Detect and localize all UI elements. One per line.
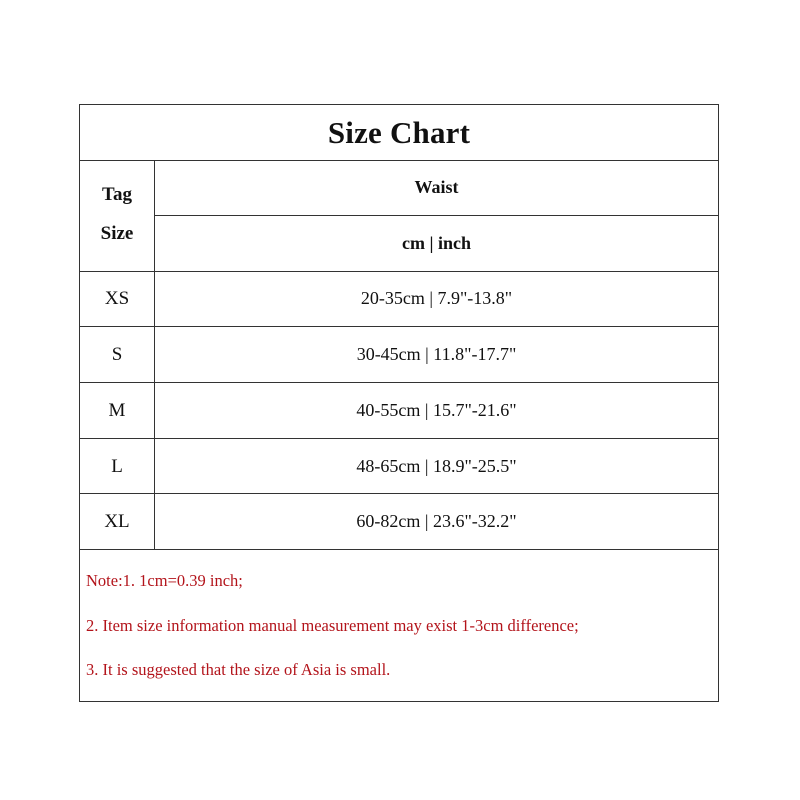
- row-divider: [80, 493, 718, 494]
- note-line-3: 3. It is suggested that the size of Asia is small.: [86, 660, 391, 679]
- note-line-2: 2. Item size information manual measurement may exist 1-3cm difference;: [86, 616, 579, 635]
- units-header: cm | inch: [155, 216, 718, 272]
- size-cell-xl: XL: [104, 510, 130, 532]
- row-divider: [80, 326, 718, 327]
- size-cell-xs: XS: [104, 287, 130, 309]
- value-cell-xs: 20-35cm | 7.9"-13.8": [360, 288, 513, 308]
- row-divider: [80, 438, 718, 439]
- tag-size-header: [80, 160, 154, 272]
- value-cell-l: 48-65cm | 18.9"-25.5": [356, 456, 517, 476]
- value-cell-s: 30-45cm | 11.8"-17.7": [356, 344, 517, 364]
- size-cell-l: L: [111, 455, 123, 477]
- note-line-1: Note:1. 1cm=0.39 inch;: [86, 571, 243, 590]
- tag-size-column: [80, 160, 155, 549]
- waist-header: Waist: [155, 160, 718, 216]
- size-chart-table: [79, 104, 719, 702]
- size-cell-m: M: [108, 399, 126, 421]
- tag-header-line1: Tag: [102, 184, 132, 205]
- row-divider: [80, 382, 718, 383]
- tag-header-line2: Size: [100, 223, 134, 244]
- chart-title: Size Chart: [80, 105, 718, 161]
- value-cell-m: 40-55cm | 15.7"-21.6": [356, 400, 517, 420]
- notes-section: [80, 549, 718, 702]
- value-cell-xl: 60-82cm | 23.6"-32.2": [356, 511, 517, 531]
- size-cell-s: S: [111, 343, 123, 365]
